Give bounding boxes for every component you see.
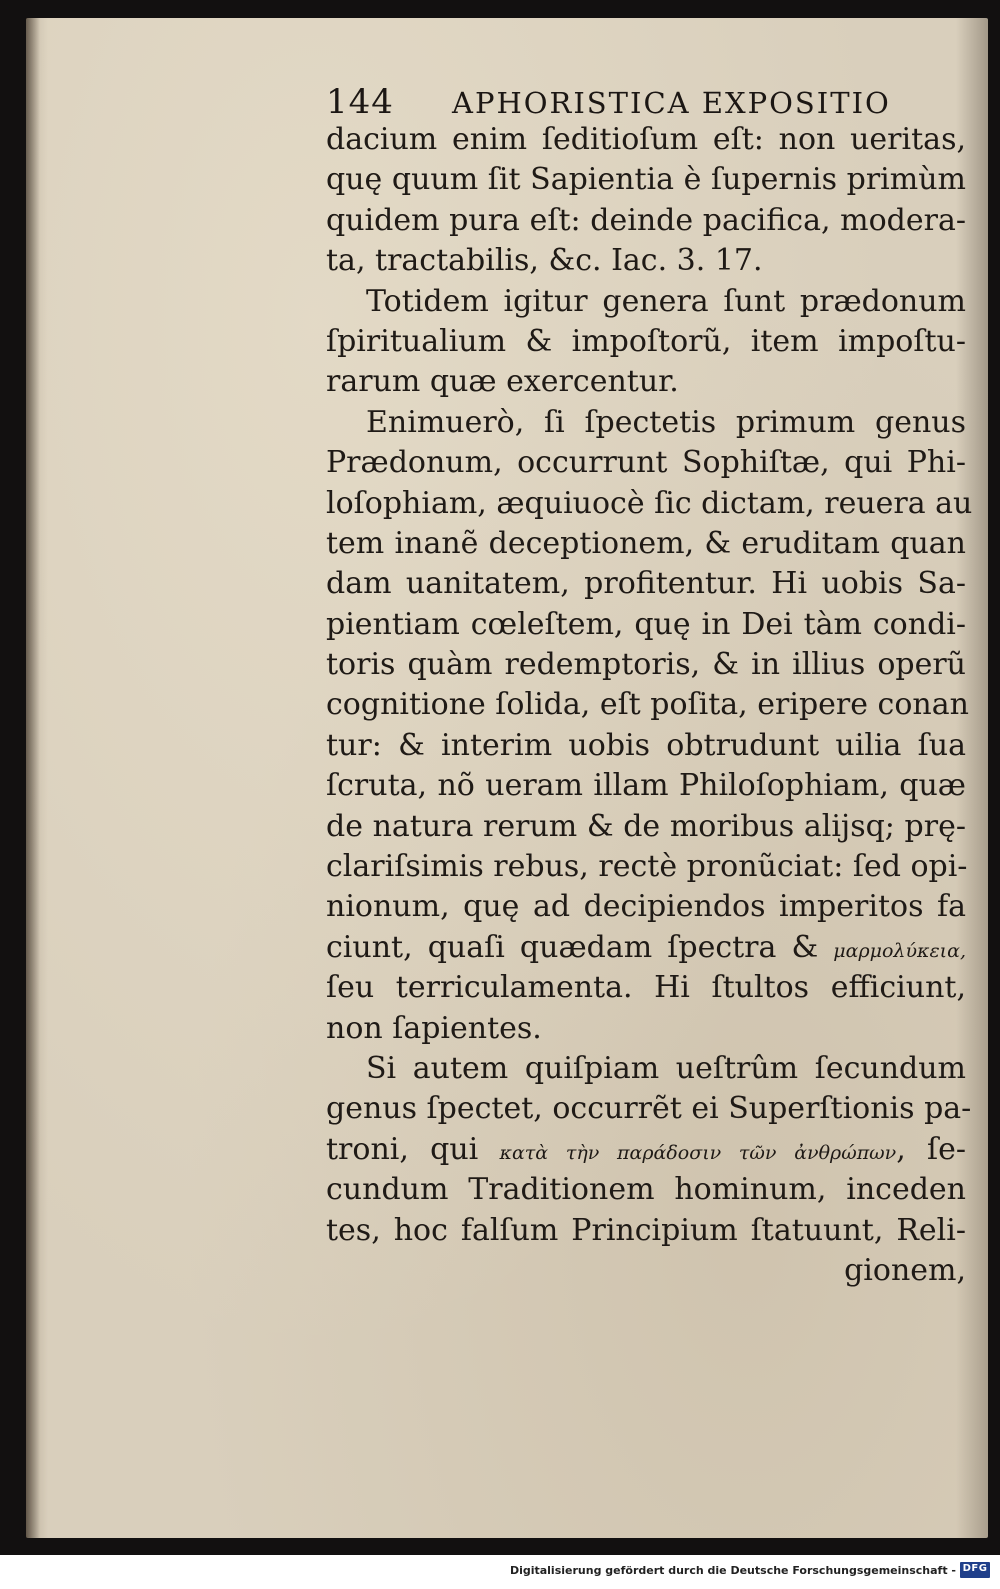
line-text: genus ſpectet, occurrẽt ei Superſtionis pa- bbox=[326, 1091, 972, 1127]
page-gutter-shadow bbox=[26, 18, 40, 1538]
text-line bbox=[326, 282, 966, 322]
line-text: non ſapientes. bbox=[326, 1010, 542, 1046]
line-text: Si autem quiſpiam ueſtrûm ſecundum bbox=[366, 1050, 966, 1086]
text-line bbox=[326, 645, 966, 685]
body-text bbox=[326, 120, 973, 1291]
line-text: quidem pura eſt: deinde pacifica, modera- bbox=[326, 202, 966, 238]
line-text: tem inanẽ deceptionem, & eruditam quan bbox=[326, 525, 966, 561]
line-text: cognitione ſolida, eſt poſita, eripere conan bbox=[326, 687, 969, 723]
greek-phrase: μαρμολύκεια, bbox=[833, 939, 966, 962]
line-text: ſpiritualium & impoſtorũ, item impoſtu- bbox=[326, 323, 966, 359]
line-text: ta, tractabilis, &c. Iac. 3. 17. bbox=[326, 243, 763, 279]
text-line bbox=[326, 1130, 966, 1170]
text-line bbox=[326, 1009, 966, 1049]
line-text: loſophiam, æquiuocè ſic dictam, reuera au bbox=[326, 485, 973, 521]
text-line bbox=[326, 726, 966, 766]
dfg-logo-text: DFG bbox=[962, 1563, 988, 1574]
line-text: rarum quæ exercentur. bbox=[326, 364, 679, 400]
line-text: tes, hoc falſum Principium ſtatuunt, Reli- bbox=[326, 1212, 966, 1248]
text-line bbox=[326, 766, 966, 806]
line-text: nionum, quę ad decipiendos imperitos fa bbox=[326, 889, 966, 925]
line-text: quę quum ſit Sapientia è ſupernis primùm bbox=[326, 162, 966, 198]
text-line bbox=[326, 564, 966, 604]
line-text: tur: & interim uobis obtrudunt uilia ſua bbox=[326, 727, 966, 763]
text-line bbox=[326, 887, 966, 927]
line-text-continuation: , ſe- bbox=[896, 1131, 966, 1167]
greek-phrase: κατὰ τὴν παράδοσιν τῶν ἀνθρώπων bbox=[499, 1141, 897, 1164]
text-line bbox=[326, 1211, 966, 1251]
line-text: ſeu terriculamenta. Hi ſtultos efficiunt, bbox=[326, 970, 966, 1006]
text-line bbox=[326, 1170, 966, 1210]
line-text: dam uanitatem, profitentur. Hi uobis Sa- bbox=[326, 566, 966, 602]
line-text: troni, qui bbox=[326, 1131, 479, 1167]
running-title: APHORISTICA EXPOSITIO bbox=[452, 86, 891, 120]
text-line bbox=[326, 605, 966, 645]
line-text: Enimuerò, ſi ſpectetis primum genus bbox=[366, 404, 966, 440]
footer-bar bbox=[0, 1555, 1000, 1589]
line-text: toris quàm redemptoris, & in illius operũ bbox=[326, 647, 966, 683]
line-text: Prædonum, occurrunt Sophiſtæ, qui Phi- bbox=[326, 445, 966, 481]
text-line bbox=[326, 524, 966, 564]
text-line bbox=[326, 201, 966, 241]
line-text: cundum Traditionem hominum, inceden bbox=[326, 1172, 966, 1208]
text-line bbox=[326, 1251, 966, 1291]
line-text: ciunt, quaſi quædam ſpectra & bbox=[326, 929, 819, 965]
line-text: ſcruta, nõ ueram illam Philoſophiam, quæ bbox=[326, 768, 966, 804]
text-line bbox=[326, 807, 966, 847]
text-line bbox=[326, 443, 966, 483]
text-line bbox=[326, 322, 966, 362]
text-line bbox=[326, 484, 973, 524]
text-line bbox=[326, 1049, 966, 1089]
text-line bbox=[326, 362, 966, 402]
text-line bbox=[326, 928, 966, 968]
text-line bbox=[326, 120, 966, 160]
text-line bbox=[326, 241, 966, 281]
text-line bbox=[326, 1089, 972, 1129]
text-line bbox=[326, 968, 966, 1008]
text-line bbox=[326, 160, 966, 200]
line-text: clariſsimis rebus, rectè pronũciat: ſed opi- bbox=[326, 849, 968, 885]
line-text: de natura rerum & de moribus alijsq; prę- bbox=[326, 808, 966, 844]
text-line bbox=[326, 685, 969, 725]
text-line bbox=[326, 403, 966, 443]
line-text: Totidem igitur genera ſunt prædonum bbox=[366, 283, 966, 319]
line-text: gionem, bbox=[844, 1252, 966, 1288]
line-text: pientiam cœleſtem, quę in Dei tàm condi- bbox=[326, 606, 966, 642]
text-line bbox=[326, 847, 966, 887]
line-text: dacium enim ſeditioſum eſt: non ueritas, bbox=[326, 122, 966, 157]
dfg-logo bbox=[960, 1562, 990, 1578]
page-number: 144 bbox=[326, 82, 394, 122]
funding-credit: Digitalisierung gefördert durch die Deutsche Forschungsgemeinschaft - bbox=[509, 1564, 956, 1577]
